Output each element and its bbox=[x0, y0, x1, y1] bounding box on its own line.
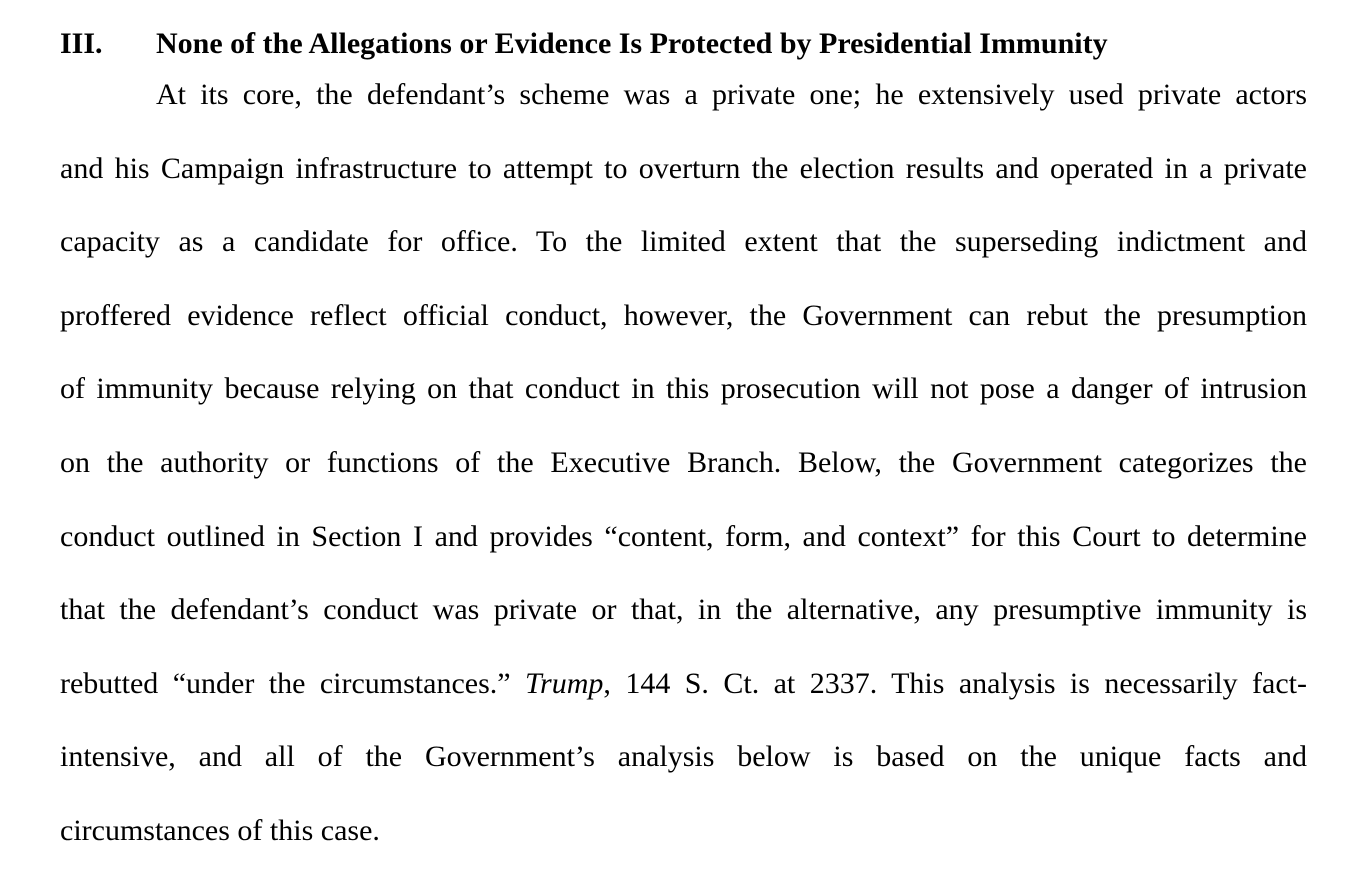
citation-lead-text: rebutted “under the circumstances.” bbox=[60, 666, 526, 700]
paragraph-line: of immunity because relying on that conduct in this prosecution will not pose a danger of intrusion bbox=[60, 372, 1307, 406]
section-title: None of the Allegations or Evidence Is Protected by Presidential Immunity bbox=[156, 27, 1108, 60]
section-number: III. bbox=[60, 27, 103, 60]
document-page bbox=[60, 0, 1307, 868]
section-heading bbox=[60, 0, 1307, 62]
citation-trail-text: , 144 S. Ct. at 2337. This analysis is necessarily fact- bbox=[603, 666, 1307, 700]
paragraph-line-citation bbox=[60, 647, 1307, 721]
paragraph-line: and his Campaign infrastructure to attempt to overturn the election results and operated in a private bbox=[60, 151, 1307, 185]
paragraph-line: At its core, the defendant’s scheme was a private one; he extensively used private actors bbox=[156, 78, 1307, 111]
paragraph-line: on the authority or functions of the Executive Branch. Below, the Government categorizes the bbox=[60, 445, 1307, 479]
body-paragraph bbox=[60, 62, 1307, 868]
paragraph-line: capacity as a candidate for office. To the limited extent that the superseding indictment and bbox=[60, 225, 1307, 259]
paragraph-line: that the defendant’s conduct was private or that, in the alternative, any presumptive immunity is bbox=[60, 593, 1307, 627]
paragraph-line: circumstances of this case. bbox=[60, 813, 380, 847]
paragraph-line: intensive, and all of the Government’s analysis below is based on the unique facts and bbox=[60, 740, 1307, 774]
paragraph-line: conduct outlined in Section I and provides “content, form, and context” for this Court to determine bbox=[60, 519, 1307, 553]
case-name-citation: Trump bbox=[525, 666, 604, 700]
paragraph-line: proffered evidence reflect official conduct, however, the Government can rebut the presumption bbox=[60, 298, 1307, 332]
